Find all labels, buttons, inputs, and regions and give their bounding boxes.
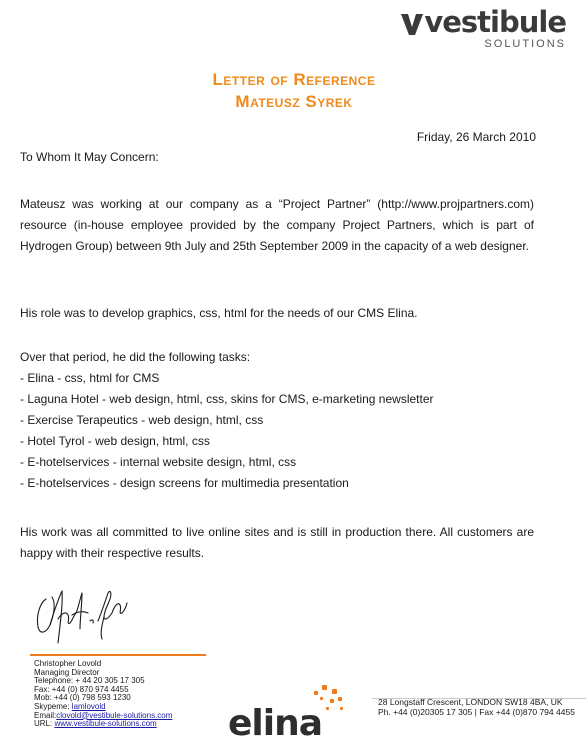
signature-divider bbox=[30, 654, 206, 656]
signatory-role: Managing Director bbox=[34, 667, 100, 677]
role-paragraph: His role was to develop graphics, css, html for the needs of our CMS Elina. bbox=[20, 306, 418, 320]
signatory-name: Christopher Lovold bbox=[34, 659, 102, 668]
list-item: - E-hotelservices - internal website design, html, css bbox=[20, 455, 297, 469]
vestibule-logo bbox=[401, 6, 566, 50]
url-label: URL: bbox=[34, 719, 55, 729]
contact-block bbox=[34, 660, 172, 729]
elina-logo bbox=[226, 683, 366, 741]
salutation: To Whom It May Concern: bbox=[20, 150, 159, 164]
letter-subject-name: Mateusz Syrek bbox=[235, 92, 353, 111]
logo-subtitle: SOLUTIONS bbox=[484, 38, 566, 50]
email-label: Email: bbox=[34, 710, 57, 720]
closing-paragraph: His work was all committed to live online sites and is still in production there. All customers are happy with their respective results. bbox=[20, 525, 534, 560]
vestibule-v-mark-icon bbox=[401, 12, 423, 36]
task-list bbox=[20, 368, 534, 494]
logo-name: vestibule bbox=[424, 5, 566, 39]
skype-link[interactable]: lamlovold bbox=[71, 701, 106, 711]
url-line bbox=[34, 720, 172, 729]
footer-contact bbox=[378, 697, 575, 717]
telephone: Telephone: + 44 20 305 17 305 bbox=[34, 676, 145, 686]
list-item: - Elina - css, html for CMS bbox=[20, 371, 160, 385]
footer-address: 28 Longstaff Crescent, LONDON SW18 4BA, UK bbox=[378, 697, 563, 707]
footer-phone: Ph. +44 (0)20305 17 305 | Fax +44 (0)870 794 4455 bbox=[378, 707, 575, 717]
handwritten-signature bbox=[32, 585, 132, 647]
mobile: Mob: +44 (0) 798 593 1230 bbox=[34, 693, 131, 703]
intro-paragraph: Mateusz was working at our company as a “Project Partner” (http://www.projpartners.com) resource (in-house employee provided by the company Project Partners, which is part of Hydrogen Group) between 9th July and 25th September 2009 in the capacity of a web designer. bbox=[20, 197, 534, 253]
email-link[interactable]: clovold@vestibule-solutions.com bbox=[56, 710, 173, 720]
website-link[interactable]: www.vestibule-solutions.com bbox=[54, 719, 157, 729]
list-item: - Laguna Hotel - web design, html, css, skins for CMS, e-marketing newsletter bbox=[20, 392, 434, 406]
list-item: - Hotel Tyrol - web design, html, css bbox=[20, 434, 210, 448]
list-item: - E-hotelservices - design screens for multimedia presentation bbox=[20, 476, 349, 490]
letter-title: Letter of Reference bbox=[212, 70, 376, 89]
fax: Fax: +44 (0) 870 974 4455 bbox=[34, 684, 129, 694]
list-item: - Exercise Terapeutics - web design, html, css bbox=[20, 413, 264, 427]
tasks-intro: Over that period, he did the following tasks: bbox=[20, 350, 251, 364]
letter-date: Friday, 26 March 2010 bbox=[416, 130, 536, 144]
elina-wordmark: elina bbox=[228, 703, 323, 741]
skype-label: Skypeme: bbox=[34, 701, 72, 711]
